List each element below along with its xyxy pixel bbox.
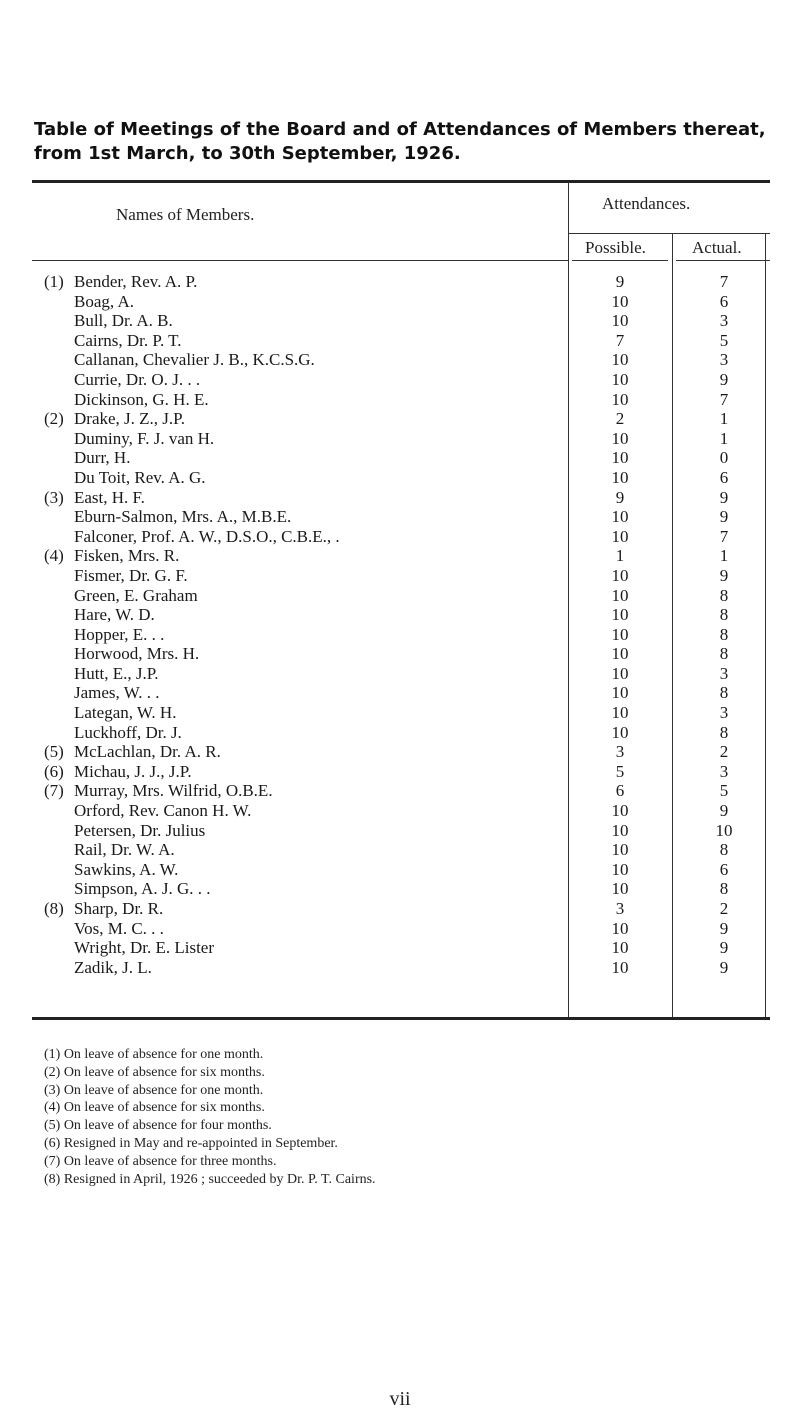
actual-attendances: 9 (719, 957, 729, 977)
table-row (0, 703, 800, 723)
page-number: vii (389, 1388, 411, 1410)
member-name: East, H. F. (74, 487, 145, 507)
header-underline-names (32, 260, 568, 261)
member-footnote-marker: (1) (44, 272, 64, 291)
actual-attendances: 0 (719, 448, 729, 468)
member-name: Zadik, J. L. (74, 957, 152, 977)
actual-attendances: 6 (719, 859, 729, 879)
table-row (0, 723, 800, 743)
table-row (0, 390, 800, 410)
footnote: (7) On leave of absence for three months. (44, 1153, 277, 1169)
actual-attendances: 1 (719, 428, 729, 448)
member-footnote-marker: (7) (44, 781, 64, 801)
member-name: McLachlan, Dr. A. R. (74, 742, 221, 762)
table-row (0, 958, 800, 978)
actual-attendances: 3 (719, 761, 729, 781)
table-row (0, 350, 800, 370)
member-footnote-marker: (4) (44, 546, 64, 566)
member-name: Sharp, Dr. R. (74, 899, 164, 918)
member-name: Wright, Dr. E. Lister (74, 938, 215, 958)
table-row (0, 683, 800, 703)
member-name: Durr, H. (74, 448, 131, 468)
member-name: Currie, Dr. O. J. . . (74, 369, 201, 389)
possible-attendances: 9 (615, 272, 625, 291)
table-row (0, 292, 800, 312)
top-rule (32, 180, 770, 183)
possible-attendances: 10 (611, 467, 629, 487)
member-name: Fisken, Mrs. R. (74, 546, 180, 566)
member-footnote-marker: (8) (44, 899, 64, 918)
actual-attendances: 3 (719, 350, 729, 370)
possible-attendances: 1 (615, 546, 625, 566)
possible-attendances: 10 (611, 565, 629, 585)
actual-attendances: 3 (719, 311, 729, 331)
table-row (0, 468, 800, 488)
possible-attendances: 10 (611, 507, 629, 527)
member-name: Falconer, Prof. A. W., D.S.O., C.B.E., . (74, 526, 340, 546)
actual-attendances: 5 (719, 330, 729, 350)
actual-attendances: 9 (719, 801, 729, 821)
member-name: Hopper, E. . . (74, 624, 165, 644)
table-row (0, 781, 800, 801)
actual-attendances: 10 (715, 820, 733, 840)
possible-attendances: 10 (611, 624, 629, 644)
possible-attendances: 3 (615, 742, 625, 762)
possible-attendances: 10 (611, 428, 629, 448)
table-row (0, 644, 800, 664)
possible-attendances: 10 (611, 683, 629, 703)
possible-attendances: 5 (615, 761, 625, 781)
table-row (0, 370, 800, 390)
table-row (0, 272, 800, 292)
member-name: Eburn-Salmon, Mrs. A., M.B.E. (74, 507, 292, 527)
table-row (0, 742, 800, 762)
member-footnote-marker: (5) (44, 742, 64, 762)
possible-attendances: 2 (615, 409, 625, 429)
member-name: Dickinson, G. H. E. (74, 389, 209, 409)
table-row (0, 899, 800, 919)
table-row (0, 311, 800, 331)
actual-attendances: 6 (719, 291, 729, 311)
member-name: Fismer, Dr. G. F. (74, 565, 188, 585)
member-name: Petersen, Dr. Julius (74, 820, 206, 840)
member-name: Boag, A. (74, 291, 134, 311)
table-row (0, 429, 800, 449)
table-row (0, 664, 800, 684)
actual-attendances: 1 (719, 546, 729, 566)
member-name: Orford, Rev. Canon H. W. (74, 801, 252, 821)
footnote: (5) On leave of absence for four months. (44, 1118, 272, 1134)
actual-attendances: 2 (719, 899, 729, 918)
member-name: Vos, M. C. . . (74, 918, 164, 938)
possible-attendances: 10 (611, 938, 629, 958)
member-name: Rail, Dr. W. A. (74, 840, 175, 860)
actual-attendances: 8 (719, 722, 729, 742)
header-underline-actual (676, 260, 770, 261)
member-name: Simpson, A. J. G. . . (74, 879, 211, 899)
actual-attendances: 9 (719, 565, 729, 585)
actual-attendances: 3 (719, 703, 729, 723)
actual-attendances: 7 (719, 272, 729, 291)
table-row (0, 605, 800, 625)
actual-attendances: 9 (719, 938, 729, 958)
actual-header: Actual. (692, 238, 742, 257)
table-row (0, 821, 800, 841)
member-name: Luckhoff, Dr. J. (74, 722, 182, 742)
table-row (0, 938, 800, 958)
table-row (0, 586, 800, 606)
footnote: (1) On leave of absence for one month. (44, 1047, 264, 1062)
possible-attendances: 10 (611, 644, 629, 664)
table-row (0, 507, 800, 527)
table-row (0, 331, 800, 351)
actual-attendances: 2 (719, 742, 729, 762)
member-name: Duminy, F. J. van H. (74, 428, 215, 448)
actual-attendances: 1 (719, 409, 729, 429)
possible-attendances: 10 (611, 585, 629, 605)
member-name: Murray, Mrs. Wilfrid, O.B.E. (74, 781, 273, 801)
actual-attendances: 9 (719, 369, 729, 389)
possible-attendances: 10 (611, 820, 629, 840)
possible-attendances: 6 (615, 781, 625, 801)
member-name: Callanan, Chevalier J. B., K.C.S.G. (74, 350, 315, 370)
table-row (0, 801, 800, 821)
title-line-2: from 1st March, to 30th September, 1926. (34, 143, 461, 164)
possible-attendances: 10 (611, 879, 629, 899)
table-row (0, 840, 800, 860)
member-name: Horwood, Mrs. H. (74, 644, 200, 664)
table-row (0, 762, 800, 782)
possible-attendances: 10 (611, 663, 629, 683)
member-name: Hare, W. D. (74, 605, 155, 625)
table-row (0, 625, 800, 645)
actual-attendances: 9 (719, 507, 729, 527)
possible-header: Possible. (585, 238, 646, 257)
members-table-body (0, 272, 800, 977)
table-title (34, 118, 774, 166)
possible-attendances: 10 (611, 350, 629, 370)
member-name: Green, E. Graham (74, 585, 198, 605)
title-line-1: Table of Meetings of the Board and of Attendances of Members thereat, (34, 119, 766, 140)
possible-attendances: 10 (611, 291, 629, 311)
possible-attendances: 10 (611, 840, 629, 860)
actual-attendances: 9 (719, 487, 729, 507)
possible-attendances: 10 (611, 311, 629, 331)
member-footnote-marker: (2) (44, 409, 64, 429)
member-name: James, W. . . (74, 683, 160, 703)
actual-attendances: 8 (719, 585, 729, 605)
attendances-header: Attendances. (602, 194, 691, 213)
possible-attendances: 10 (611, 703, 629, 723)
member-name: Drake, J. Z., J.P. (74, 409, 185, 429)
actual-attendances: 5 (719, 781, 729, 801)
table-row (0, 879, 800, 899)
possible-attendances: 10 (611, 605, 629, 625)
member-name: Lategan, W. H. (74, 703, 177, 723)
actual-attendances: 8 (719, 879, 729, 899)
possible-attendances: 10 (611, 369, 629, 389)
actual-attendances: 8 (719, 624, 729, 644)
table-row (0, 566, 800, 586)
footnote: (3) On leave of absence for one month. (44, 1082, 264, 1098)
footnotes (44, 1046, 764, 1188)
member-name: Cairns, Dr. P. T. (74, 330, 182, 350)
actual-attendances: 8 (719, 840, 729, 860)
attendances-underline (568, 233, 770, 234)
member-name: Hutt, E., J.P. (74, 663, 159, 683)
possible-attendances: 10 (611, 859, 629, 879)
footnote: (2) On leave of absence for six months. (44, 1064, 265, 1080)
actual-attendances: 7 (719, 389, 729, 409)
table-row (0, 860, 800, 880)
possible-attendances: 10 (611, 957, 629, 977)
actual-attendances: 9 (719, 918, 729, 938)
possible-attendances: 7 (615, 330, 625, 350)
table-row (0, 409, 800, 429)
member-name: Bender, Rev. A. P. (74, 272, 198, 291)
possible-attendances: 10 (611, 918, 629, 938)
table-row (0, 448, 800, 468)
actual-attendances: 7 (719, 526, 729, 546)
table-row (0, 919, 800, 939)
footnote: (8) Resigned in April, 1926 ; succeeded by Dr. P. T. Cairns. (44, 1171, 376, 1187)
member-footnote-marker: (6) (44, 761, 64, 781)
possible-attendances: 3 (615, 899, 625, 918)
table-row (0, 527, 800, 547)
possible-attendances: 10 (611, 389, 629, 409)
names-header: Names of Members. (116, 205, 255, 224)
actual-attendances: 8 (719, 605, 729, 625)
member-name: Du Toit, Rev. A. G. (74, 467, 206, 487)
actual-attendances: 6 (719, 467, 729, 487)
member-name: Michau, J. J., J.P. (74, 761, 192, 781)
actual-attendances: 3 (719, 663, 729, 683)
possible-attendances: 9 (615, 487, 625, 507)
possible-attendances: 10 (611, 722, 629, 742)
footnote: (4) On leave of absence for six months. (44, 1100, 265, 1116)
bottom-rule (32, 1017, 770, 1020)
table-row (0, 546, 800, 566)
possible-attendances: 10 (611, 448, 629, 468)
possible-attendances: 10 (611, 801, 629, 821)
table-row (0, 488, 800, 508)
member-name: Bull, Dr. A. B. (74, 311, 173, 331)
member-footnote-marker: (3) (44, 487, 64, 507)
actual-attendances: 8 (719, 644, 729, 664)
actual-attendances: 8 (719, 683, 729, 703)
header-underline-possible (572, 260, 668, 261)
member-name: Sawkins, A. W. (74, 859, 179, 879)
possible-attendances: 10 (611, 526, 629, 546)
footnote: (6) Resigned in May and re-appointed in September. (44, 1135, 338, 1151)
